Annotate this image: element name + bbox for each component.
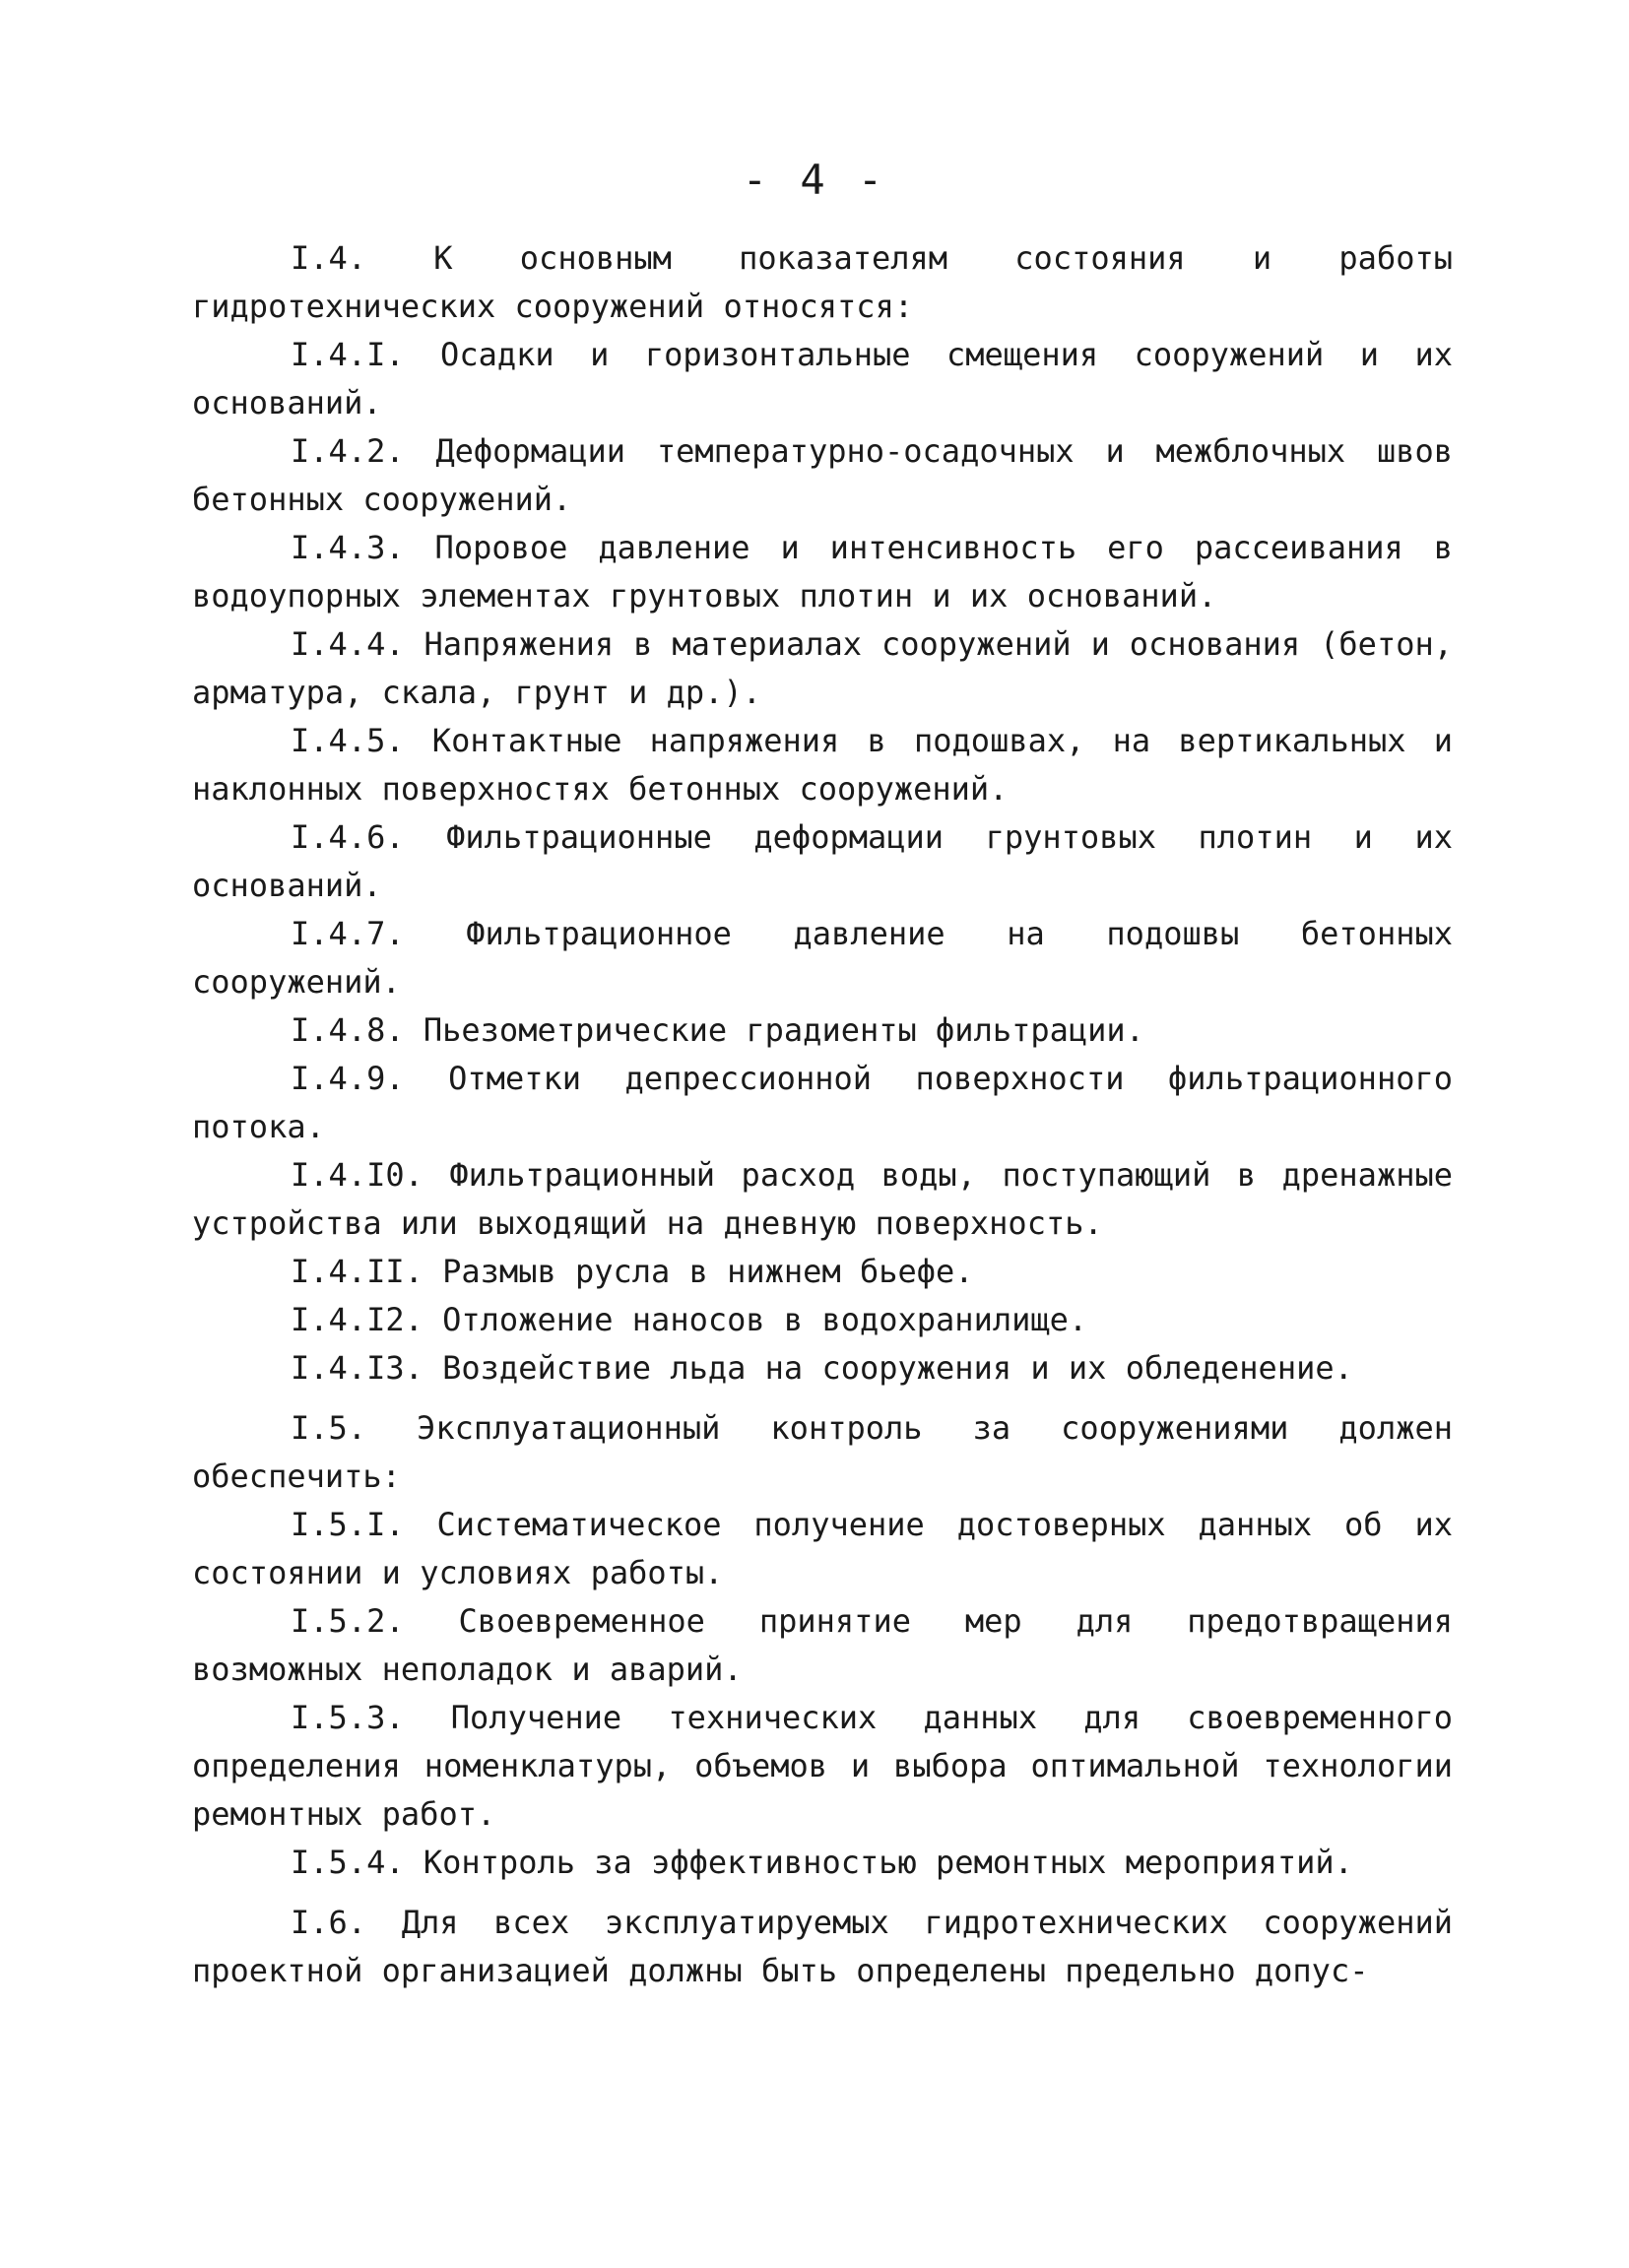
paragraph-1-5-2: I.5.2. Своевременное принятие мер для предотвращения возможных неполадок и аварий. — [192, 1602, 1453, 1688]
page-number: - 4 - — [742, 156, 887, 204]
paragraph-1-4-11: I.4.II. Размыв русла в нижнем бьефе. — [291, 1253, 974, 1290]
paragraph-1-4-2: I.4.2. Деформации температурно-осадочных и межблочных швов бетонных сооружений. — [192, 432, 1453, 518]
paragraph-1-4-1: I.4.I. Осадки и горизонтальные смещения сооружений и их оснований. — [192, 336, 1453, 421]
paragraph-1-4-7: I.4.7. Фильтрационное давление на подошвы бетонных сооружений. — [192, 915, 1453, 1001]
paragraph-1-4-12: I.4.I2. Отложение наносов в водохранилище. — [291, 1301, 1088, 1338]
paragraph-1-4-5: I.4.5. Контактные напряжения в подошвах, на вертикальных и наклонных поверхностях бетонных сооружений. — [192, 722, 1453, 808]
paragraph-1-4-10: I.4.I0. Фильтрационный расход воды, поступающий в дренажные устройства или выходящий на дневную поверхность. — [192, 1156, 1453, 1242]
paragraph-1-4-6: I.4.6. Фильтрационные деформации грунтовых плотин и их оснований. — [192, 818, 1453, 904]
body-text — [192, 234, 1453, 1995]
paragraph-1-4-9: I.4.9. Отметки депрессионной поверхности фильтрационного потока. — [192, 1060, 1453, 1145]
paragraph-1-4-4: I.4.4. Напряжения в материалах сооружений и основания (бетон, арматура, скала, грунт и др.). — [192, 625, 1453, 711]
paragraph-1-4: I.4. К основным показателям состояния и работы гидротехнических сооружений относятся: — [192, 239, 1453, 325]
paragraph-1-6: I.6. Для всех эксплуатируемых гидротехнических сооружений проектной организацией должны быть определены предельно допус- — [192, 1904, 1453, 1989]
paragraph-1-5-4: I.5.4. Контроль за эффективностью ремонтных мероприятий. — [291, 1844, 1353, 1881]
paragraph-1-5: I.5. Эксплуатационный контроль за сооружениями должен обеспечить: — [192, 1409, 1453, 1495]
paragraph-1-4-3: I.4.3. Поровое давление и интенсивность его рассеивания в водоупорных элементах грунтовых плотин и их оснований. — [192, 529, 1453, 615]
paragraph-1-5-1: I.5.I. Систематическое получение достоверных данных об их состоянии и условиях работы. — [192, 1506, 1453, 1591]
paragraph-1-4-13: I.4.I3. Воздействие льда на сооружения и их обледенение. — [291, 1349, 1353, 1387]
paragraph-1-5-3: I.5.3. Получение технических данных для своевременного определения номенклатуры, объемов и выбора оптимальной технологии ремонтных работ. — [192, 1699, 1453, 1833]
paragraph-1-4-8: I.4.8. Пьезометрические градиенты фильтрации. — [291, 1011, 1144, 1049]
